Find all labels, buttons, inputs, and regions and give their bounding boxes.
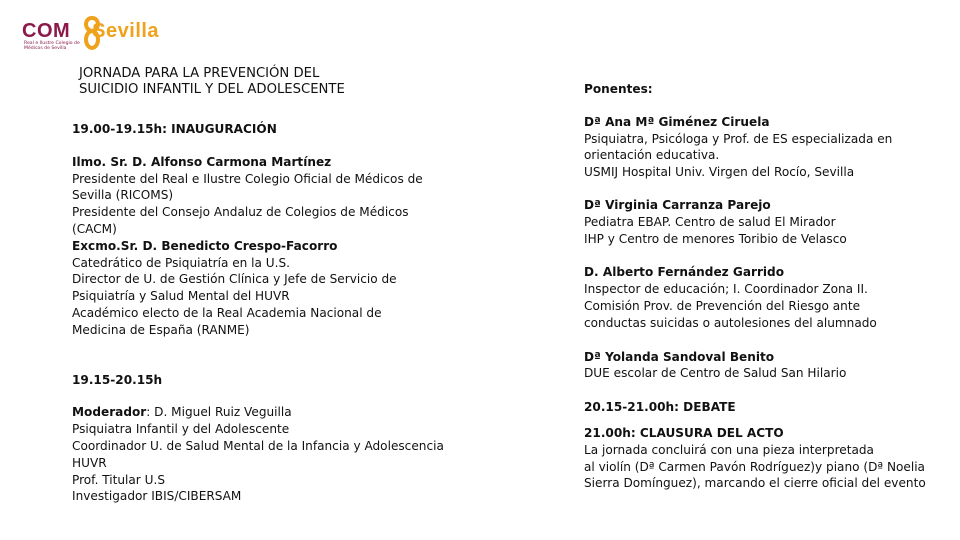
inauguration-heading (72, 121, 472, 138)
panelist-role: Comisión Prov. de Prevención del Riesgo ante (584, 298, 861, 313)
panelist-role: orientación educativa. (584, 148, 720, 163)
speaker-role: (CACM) (72, 221, 117, 236)
speaker-role: Presidente del Consejo Andaluz de Colegios de Médicos (72, 205, 409, 220)
panelist-name: Dª Ana Mª Giménez Ciruela (584, 114, 770, 129)
speaker-role: Académico electo de la Real Academia Nacional de (72, 305, 382, 320)
inauguration-label: : INAUGURACIÓN (162, 122, 277, 136)
speaker-role: Medicina de España (RANME) (72, 322, 250, 337)
panelist-name: D. Alberto Fernández Garrido (584, 265, 785, 280)
program-left-column (72, 121, 472, 505)
panelist-role: DUE escolar de Centro de Salud San Hilario (584, 366, 847, 381)
panelist-role: Pediatra EBAP. Centro de salud El Mirador (584, 214, 836, 229)
panelist-role: USMIJ Hospital Univ. Virgen del Rocío, Sevilla (584, 165, 855, 180)
closing-text: Sierra Domínguez), marcando el cierre oficial del evento (584, 476, 926, 491)
session-time: 19.15-20.15h (72, 372, 163, 387)
speakers-heading: Ponentes: (584, 82, 653, 96)
panelist-role: IHP y Centro de menores Toribio de Velasco (584, 231, 847, 246)
panelist-name: Dª Yolanda Sandoval Benito (584, 349, 775, 364)
logo-subtitle: Real e Ilustre Colegio de Médicos de Sevilla (24, 41, 80, 51)
comsevilla-logo (22, 16, 172, 56)
inauguration-time: 19.00-19.15h (72, 122, 163, 136)
panelist-role: conductas suicidas o autolesiones del alumnado (584, 315, 877, 330)
speaker-role: Director de U. de Gestión Clínica y Jefe de Servicio de (72, 272, 397, 287)
moderator-role: Investigador IBIS/CIBERSAM (72, 489, 242, 504)
speaker-role: Catedrático de Psiquiatría en la U.S. (72, 255, 291, 270)
speaker-role: Presidente del Real e Ilustre Colegio Oficial de Médicos de (72, 171, 423, 186)
logo-sevilla: Sevilla (92, 20, 160, 42)
title-line-2: SUICIDIO INFANTIL Y DEL ADOLESCENTE (79, 82, 345, 97)
moderator-role: Psiquiatra Infantil y del Adolescente (72, 422, 290, 437)
moderator-role: Coordinador U. de Salud Mental de la Infancia y Adolescencia (72, 438, 444, 453)
speaker-role: Psiquiatría y Salud Mental del HUVR (72, 289, 290, 304)
closing-text: La jornada concluirá con una pieza interpretada (584, 442, 874, 457)
moderator-role: Prof. Titular U.S (72, 472, 165, 487)
speaker-name: Excmo.Sr. D. Benedicto Crespo-Facorro (72, 238, 338, 253)
moderator-role: HUVR (72, 455, 107, 470)
title-line-1: JORNADA PARA LA PREVENCIÓN DEL (79, 66, 320, 81)
event-title (79, 66, 345, 98)
closing-heading: 21.00h: CLAUSURA DEL ACTO (584, 425, 784, 440)
debate-heading: 20.15-21.00h: DEBATE (584, 400, 736, 415)
logo-com: COM (22, 20, 71, 42)
panelist-role: Psiquiatra, Psicóloga y Prof. de ES especializada en (584, 131, 893, 146)
panelist-name: Dª Virginia Carranza Parejo (584, 197, 771, 212)
moderator-label: Moderador (72, 405, 147, 420)
panelist-role: Inspector de educación; I. Coordinador Zona II. (584, 282, 868, 297)
moderator-name: : D. Miguel Ruiz Veguilla (146, 405, 292, 420)
closing-text: al violín (Dª Carmen Pavón Rodríguez)y piano (Dª Noelia (584, 459, 925, 474)
moderator-heading (72, 404, 472, 421)
speakers-right-column (584, 81, 954, 492)
speaker-name: Ilmo. Sr. D. Alfonso Carmona Martínez (72, 154, 332, 169)
speaker-role: Sevilla (RICOMS) (72, 188, 174, 203)
